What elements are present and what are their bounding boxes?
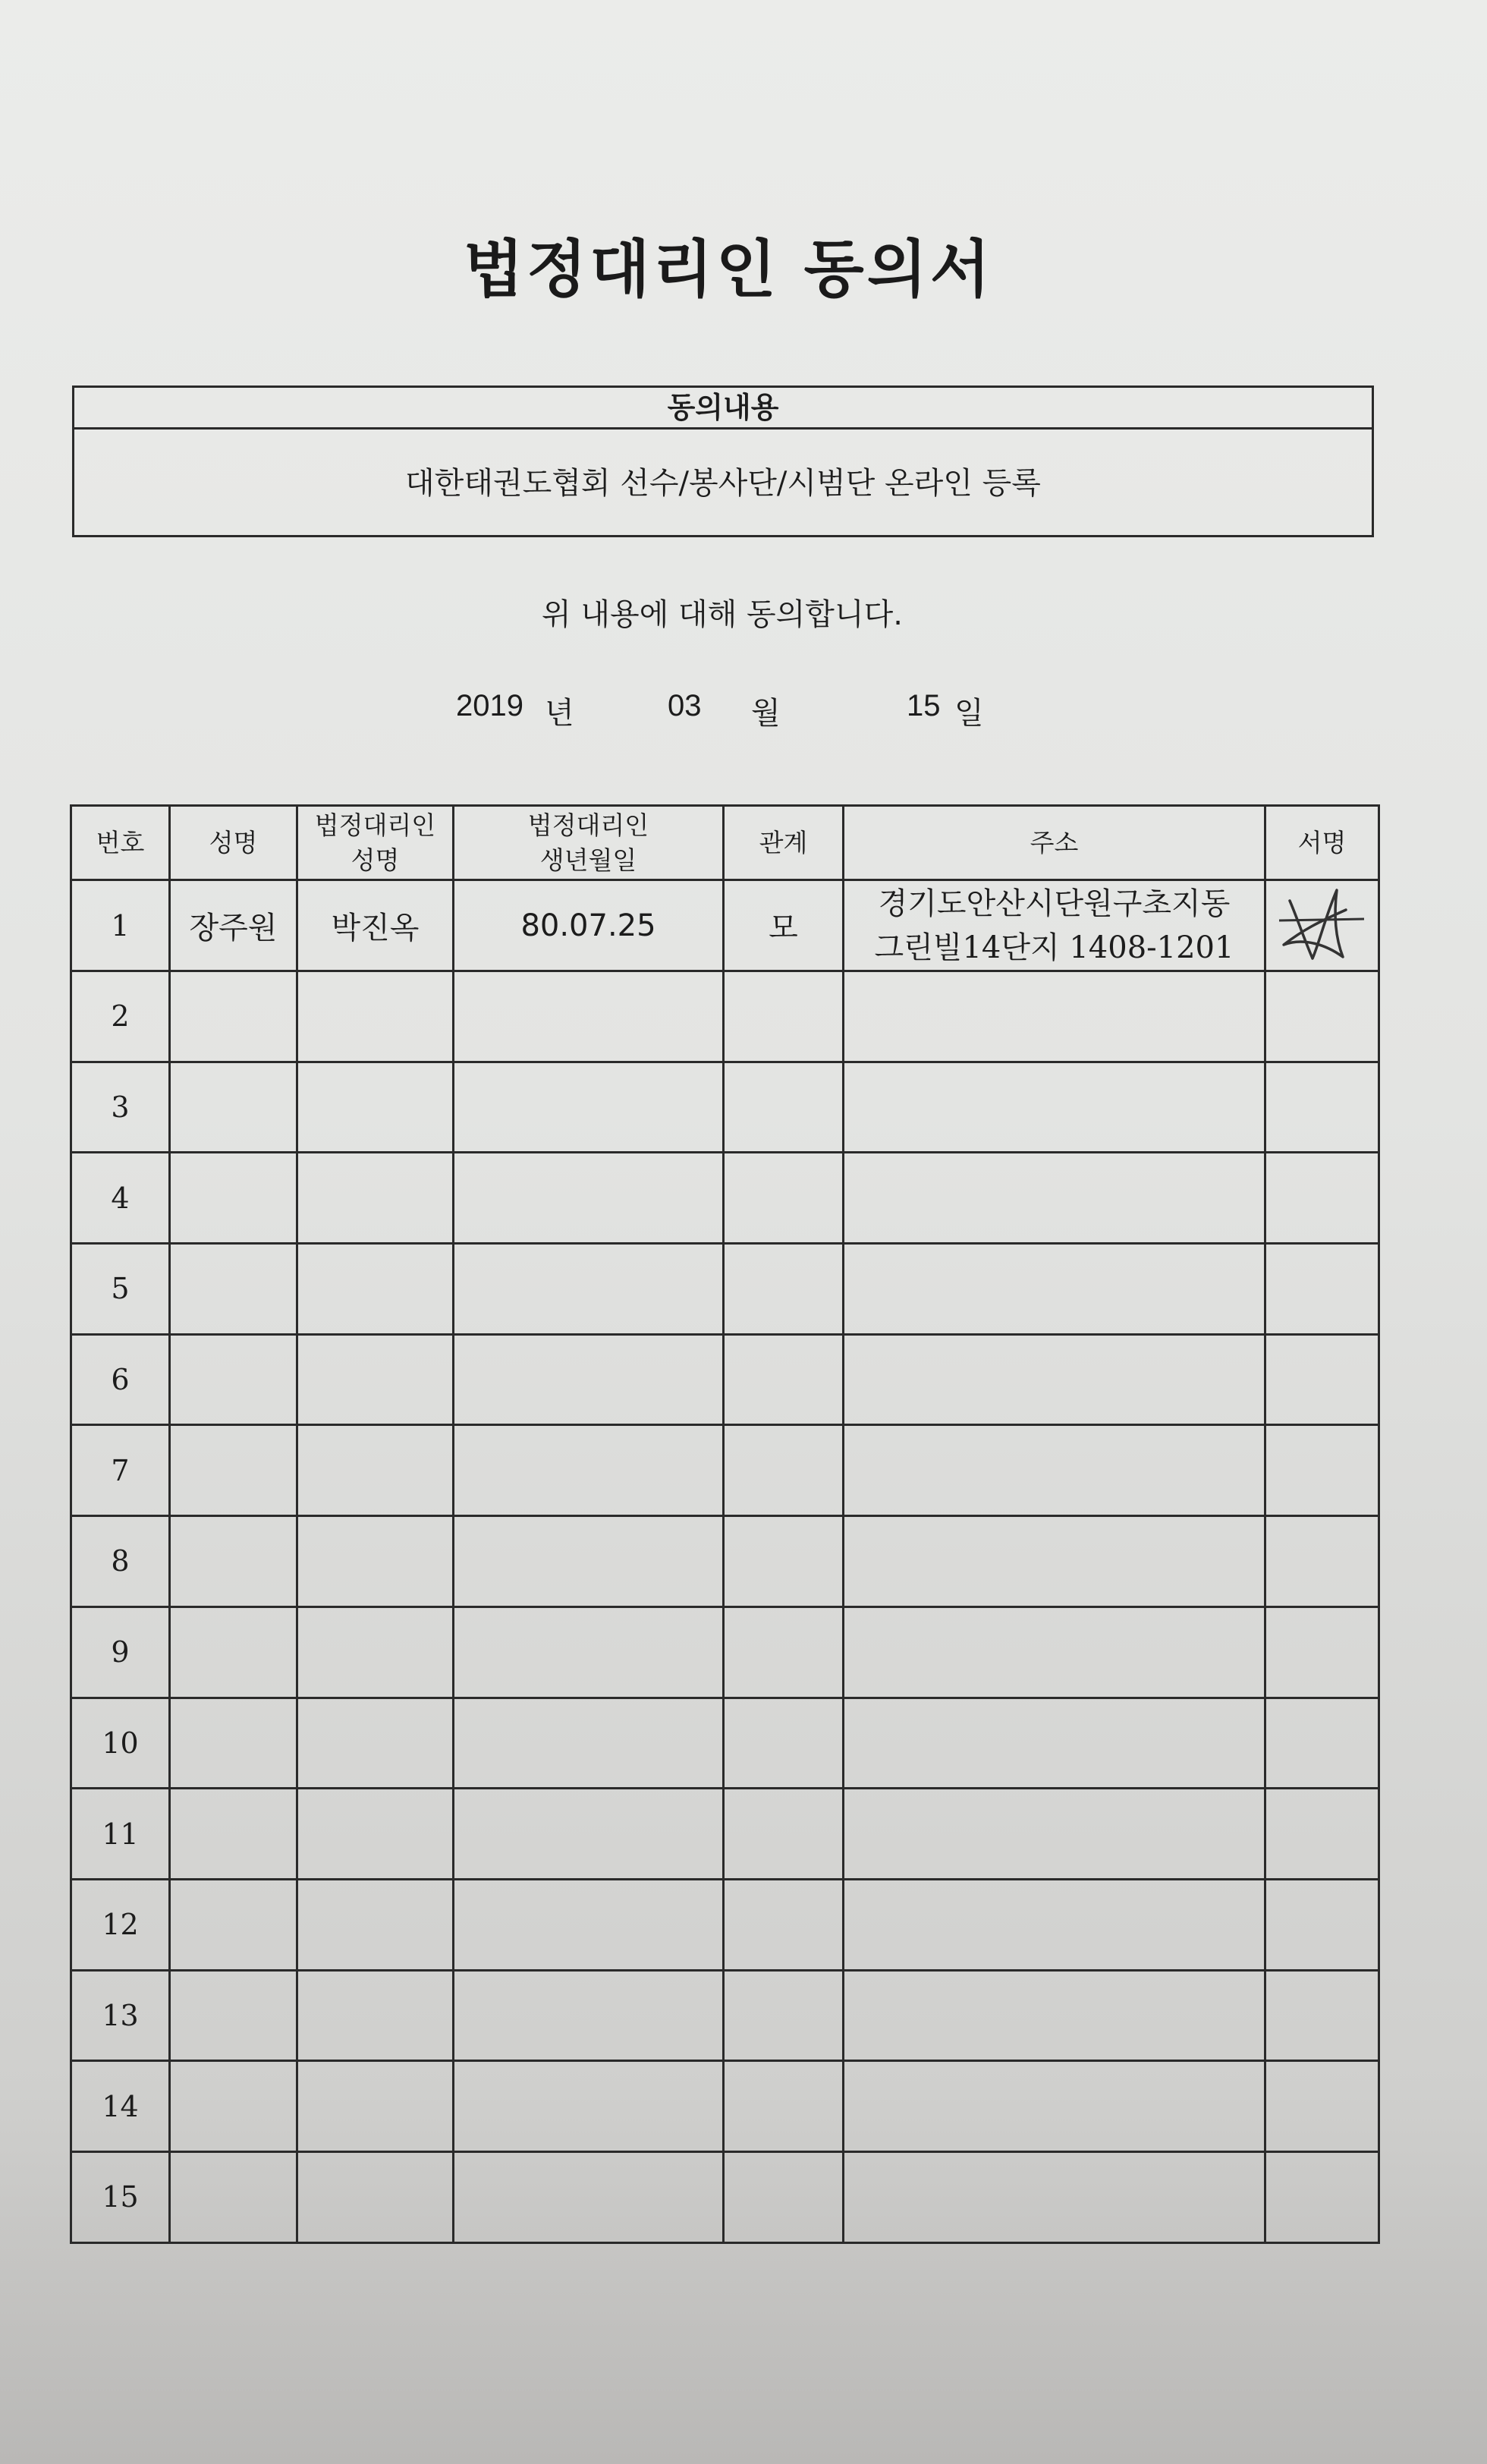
table-row <box>71 1153 1379 1244</box>
header-signature: 서명 <box>1265 806 1379 880</box>
signature-cell-empty[interactable] <box>1265 971 1379 1062</box>
guardian-address-empty[interactable] <box>844 1698 1265 1789</box>
guardian-birthdate: 80.07.25 <box>454 880 724 971</box>
row-number: 15 <box>71 2151 170 2242</box>
guardian-relation-empty[interactable] <box>724 971 844 1062</box>
student-name-empty[interactable] <box>170 1244 297 1335</box>
guardian-name-empty[interactable] <box>297 1244 454 1335</box>
table-header-row <box>71 806 1379 880</box>
guardian-address-empty[interactable] <box>844 1244 1265 1335</box>
guardian-birthdate-empty[interactable] <box>454 1970 724 2061</box>
signature-cell-empty[interactable] <box>1265 1970 1379 2061</box>
guardian-address-empty[interactable] <box>844 971 1265 1062</box>
row-number: 7 <box>71 1425 170 1516</box>
signature-cell <box>1265 880 1379 971</box>
header-relation: 관계 <box>724 806 844 880</box>
student-name-empty[interactable] <box>170 1879 297 1970</box>
row-number: 5 <box>71 1244 170 1335</box>
guardian-birthdate-empty[interactable] <box>454 1698 724 1789</box>
guardian-name-empty[interactable] <box>297 1062 454 1153</box>
guardian-birthdate-empty[interactable] <box>454 1516 724 1607</box>
row-number: 9 <box>71 1606 170 1698</box>
student-name-empty[interactable] <box>170 1698 297 1789</box>
student-name-empty[interactable] <box>170 1062 297 1153</box>
row-number: 2 <box>71 971 170 1062</box>
row-number: 8 <box>71 1516 170 1607</box>
guardian-name-empty[interactable] <box>297 1789 454 1880</box>
guardian-address-empty[interactable] <box>844 2151 1265 2242</box>
signature-cell-empty[interactable] <box>1265 1698 1379 1789</box>
guardian-birthdate-empty[interactable] <box>454 1425 724 1516</box>
student-name-empty[interactable] <box>170 1606 297 1698</box>
student-name: 장주원 <box>170 880 297 971</box>
guardian-relation-empty[interactable] <box>724 2061 844 2152</box>
guardian-birthdate-empty[interactable] <box>454 2061 724 2152</box>
guardian-relation-empty[interactable] <box>724 1244 844 1335</box>
signature-cell-empty[interactable] <box>1265 2151 1379 2242</box>
student-name-empty[interactable] <box>170 1425 297 1516</box>
guardian-address-empty[interactable] <box>844 1334 1265 1425</box>
guardian-name-empty[interactable] <box>297 1879 454 1970</box>
guardian-address-empty[interactable] <box>844 1606 1265 1698</box>
consent-content-text: 대한태권도협회 선수/봉사단/시범단 온라인 등록 <box>405 466 1041 501</box>
table-row <box>71 1516 1379 1607</box>
student-name-empty[interactable] <box>170 1334 297 1425</box>
header-guardian-name-line1: 법정대리인 <box>314 810 436 840</box>
table-row <box>71 1425 1379 1516</box>
address-line1: 경기도안산시단원구초지동 <box>878 886 1231 921</box>
guardian-relation-empty[interactable] <box>724 1879 844 1970</box>
guardian-relation-empty[interactable] <box>724 2151 844 2242</box>
guardian-birthdate-empty[interactable] <box>454 971 724 1062</box>
guardian-name: 박진옥 <box>297 880 454 971</box>
date-day: 15 <box>907 689 941 722</box>
guardian-birthdate-empty[interactable] <box>454 1153 724 1244</box>
guardian-name-empty[interactable] <box>297 1698 454 1789</box>
guardian-relation-empty[interactable] <box>724 1516 844 1607</box>
address-line2: 그린빌14단지 1408-1201 <box>874 930 1234 965</box>
date-day-unit: 일 <box>954 697 984 730</box>
consent-content-header: 동의내용 <box>74 388 1372 430</box>
guardian-name-empty[interactable] <box>297 1516 454 1607</box>
guardian-name-empty[interactable] <box>297 1606 454 1698</box>
row-number: 13 <box>71 1970 170 2061</box>
guardian-name-empty[interactable] <box>297 971 454 1062</box>
signature-cell-empty[interactable] <box>1265 1334 1379 1425</box>
agreement-statement: 위 내용에 대해 동의합니다. <box>542 597 903 632</box>
consent-table <box>70 804 1380 2244</box>
signature-cell-empty[interactable] <box>1265 1879 1379 1970</box>
guardian-address-empty[interactable] <box>844 1970 1265 2061</box>
guardian-relation-empty[interactable] <box>724 1062 844 1153</box>
row-number: 12 <box>71 1879 170 1970</box>
signature-cell-empty[interactable] <box>1265 1516 1379 1607</box>
guardian-address-empty[interactable] <box>844 1425 1265 1516</box>
guardian-birthdate-empty[interactable] <box>454 1879 724 1970</box>
document-title: 법정대리인 동의서 <box>463 234 994 306</box>
guardian-relation-empty[interactable] <box>724 1970 844 2061</box>
guardian-relation-empty[interactable] <box>724 1334 844 1425</box>
row-number: 3 <box>71 1062 170 1153</box>
date-month: 03 <box>668 689 702 722</box>
table-row <box>71 2061 1379 2152</box>
guardian-birthdate-empty[interactable] <box>454 2151 724 2242</box>
header-address: 주소 <box>844 806 1265 880</box>
header-guardian-birth-line1: 법정대리인 <box>527 810 649 840</box>
guardian-relation-empty[interactable] <box>724 1789 844 1880</box>
table-row <box>71 1698 1379 1789</box>
signature-cell-empty[interactable] <box>1265 1425 1379 1516</box>
guardian-name-empty[interactable] <box>297 1334 454 1425</box>
guardian-name-empty[interactable] <box>297 2151 454 2242</box>
table-row <box>71 1970 1379 2061</box>
guardian-birthdate-empty[interactable] <box>454 1334 724 1425</box>
row-number: 10 <box>71 1698 170 1789</box>
student-name-empty[interactable] <box>170 2151 297 2242</box>
signature-cell-empty[interactable] <box>1265 1606 1379 1698</box>
student-name-empty[interactable] <box>170 2061 297 2152</box>
guardian-relation-empty[interactable] <box>724 1606 844 1698</box>
student-name-empty[interactable] <box>170 1789 297 1880</box>
student-name-empty[interactable] <box>170 1516 297 1607</box>
table-row <box>71 880 1379 971</box>
table-row <box>71 1244 1379 1335</box>
row-number: 14 <box>71 2061 170 2152</box>
header-guardian-birth-line2: 생년월일 <box>539 845 637 875</box>
table-row <box>71 971 1379 1062</box>
header-guardian-birth <box>454 806 724 880</box>
row-number: 1 <box>71 880 170 971</box>
guardian-address-empty[interactable] <box>844 1062 1265 1153</box>
student-name-empty[interactable] <box>170 1153 297 1244</box>
guardian-relation: 모 <box>724 880 844 971</box>
student-name-empty[interactable] <box>170 1970 297 2061</box>
header-guardian-name <box>297 806 454 880</box>
table-row <box>71 1062 1379 1153</box>
signature-cell-empty[interactable] <box>1265 1789 1379 1880</box>
row-number: 11 <box>71 1789 170 1880</box>
guardian-address-empty[interactable] <box>844 1153 1265 1244</box>
guardian-birthdate-empty[interactable] <box>454 1606 724 1698</box>
guardian-name-empty[interactable] <box>297 2061 454 2152</box>
signature-cell-empty[interactable] <box>1265 1062 1379 1153</box>
student-name-empty[interactable] <box>170 971 297 1062</box>
guardian-birthdate-empty[interactable] <box>454 1244 724 1335</box>
guardian-name-empty[interactable] <box>297 1153 454 1244</box>
header-name: 성명 <box>170 806 297 880</box>
guardian-address-empty[interactable] <box>844 1879 1265 1970</box>
guardian-relation-empty[interactable] <box>724 1698 844 1789</box>
guardian-name-empty[interactable] <box>297 1970 454 2061</box>
guardian-birthdate-empty[interactable] <box>454 1789 724 1880</box>
guardian-name-empty[interactable] <box>297 1425 454 1516</box>
handwritten-signature <box>1273 884 1372 968</box>
row-number: 6 <box>71 1334 170 1425</box>
table-row <box>71 1334 1379 1425</box>
table-row <box>71 2151 1379 2242</box>
guardian-address-empty[interactable] <box>844 1516 1265 1607</box>
consent-content-box <box>72 385 1374 537</box>
guardian-address <box>844 880 1265 971</box>
date-year-unit: 년 <box>545 697 574 730</box>
date-year: 2019 <box>456 689 523 722</box>
date-month-unit: 월 <box>751 697 781 730</box>
guardian-address-empty[interactable] <box>844 1789 1265 1880</box>
guardian-relation-empty[interactable] <box>724 1425 844 1516</box>
signature-cell-empty[interactable] <box>1265 2061 1379 2152</box>
table-row <box>71 1789 1379 1880</box>
header-guardian-name-line2: 성명 <box>351 845 400 875</box>
table-row <box>71 1879 1379 1970</box>
table-row <box>71 1606 1379 1698</box>
guardian-relation-empty[interactable] <box>724 1153 844 1244</box>
signature-cell-empty[interactable] <box>1265 1244 1379 1335</box>
row-number: 4 <box>71 1153 170 1244</box>
header-number: 번호 <box>71 806 170 880</box>
guardian-birthdate-empty[interactable] <box>454 1062 724 1153</box>
signature-cell-empty[interactable] <box>1265 1153 1379 1244</box>
guardian-address-empty[interactable] <box>844 2061 1265 2152</box>
